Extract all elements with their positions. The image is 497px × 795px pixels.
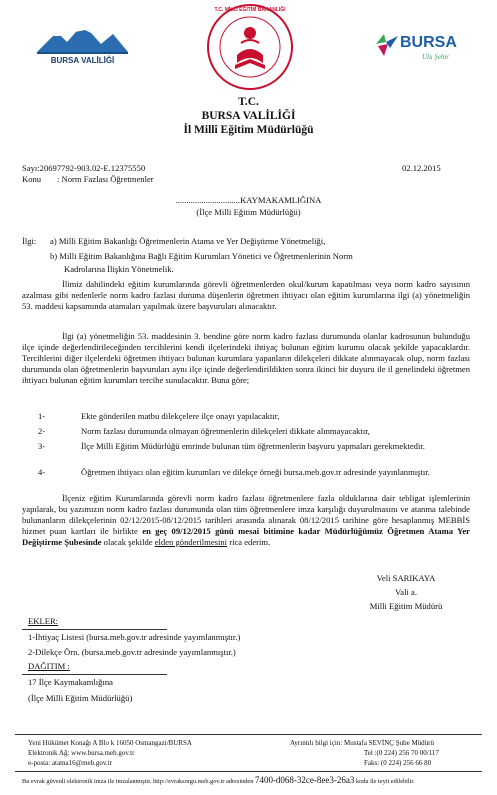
ekler-item: 1-İhtiyaç Listesi (bursa.meb.gov.tr adresinde yayımlanmıştır.) — [28, 632, 241, 642]
paragraph-3-underlined: elden gönderilmesini — [154, 537, 228, 547]
footer-email-label: e-posta: — [28, 759, 51, 767]
bursa-logo-text: BURSA — [400, 34, 457, 51]
dagitim-divider — [22, 674, 167, 675]
bursa-buyuksehir-logo — [372, 20, 472, 70]
header-tc: T.C. — [238, 96, 259, 108]
ekler-divider — [22, 629, 167, 630]
verification-divider — [15, 771, 482, 772]
paragraph-3-mid: olacak şekilde — [103, 537, 153, 547]
bursa-logo-slogan: Ulu Şehir — [422, 53, 450, 61]
dagitim-item: (İlçe Milli Eğitim Müdürlüğü) — [28, 693, 133, 703]
ilgi-a: a) Milli Eğitim Bakanlığı Öğretmenlerin Atama ve Yer Değiştirme Yönetmeliği, — [50, 236, 326, 246]
ekler-label: EKLER: — [28, 616, 59, 626]
list-item-text: Öğretmen ihtiyacı olan eğitim kurumları ve dilekçe örneği bursa.meb.gov.tr adresinde yayınlanmıştır. — [81, 467, 430, 477]
document-date: 02.12.2015 — [402, 163, 441, 173]
list-item-number: 3- — [38, 441, 46, 451]
meb-logo — [205, 3, 295, 91]
paragraph-3-deadline: en geç 09/12/2015 günü mesai bitimine kadar Müdürlüğümüz Öğretmen Atama Yer Değiştirme Şubesinde — [22, 526, 470, 547]
ilgi-b: b) Milli Eğitim Bakanlığına Bağlı Eğitim Kurumları Yönetici ve Öğretmenlerinin Norm — [50, 251, 353, 261]
footer-tel: Tel :(0 224) 256 70 00/117 — [364, 749, 439, 757]
dagitim-label: DAĞITIM : — [28, 661, 70, 671]
paragraph-3-intro: İlçeniz eğitim Kurumlarında görevli norm kadro fazlası öğretmenlere fazla olduklarına dair tebligat işlemlerinin yapılarak, bu yazımızın norm kadro fazlası durumunda olan tüm öğretmenlere imza karşılığı duyurulmasını ve atanma talebinde bulunanların dilekçelerinin 02/12/2015-08/12/2015 tarihleri arasında alınarak 08/12/2015 tarihine göre hesaplanmış MEBBİS hizmet puan kartları ile birlikte — [22, 493, 470, 536]
list-item-text: Norm fazlası durumunda olmayan öğretmenlerin dilekçeleri dikkate alınmayacaktır, — [81, 426, 370, 436]
paragraph-1: İlimiz dahilindeki eğitim kurumlarında görevli öğretmenlerden okul/kurum kapatılması veya norm kadro sayısının azalması gibi nedenlerle norm kadro fazlası duruma düşenlerin öğretmen ihtiyacı olan eğitim kurumlarına ilgi (a) yönetmeliğin 53. maddesi kapsamında atamaları yapılmak üzere başvuruları alınacaktır. — [22, 279, 470, 311]
valilik-logo-text: BURSA VALİLİĞİ — [50, 56, 115, 65]
ilgi-label: İlgi: — [22, 236, 37, 246]
list-item-number: 1- — [38, 411, 46, 421]
footer-web — [28, 749, 134, 758]
verification-code: 7400-d068-32ce-8ee3-26a3 — [254, 775, 355, 785]
paragraph-3-end: rica ederim. — [229, 537, 271, 547]
signatory-name: Veli SARIKAYA — [376, 573, 436, 583]
footer-fax: Faks: (0 224) 256 66 80 — [364, 759, 432, 767]
recipient-sub: (İlçe Milli Eğitim Müdürlüğü) — [196, 207, 301, 217]
list-item-text: İlçe Milli Eğitim Müdürlüğü emrinde bulunan tüm öğretmenlerin başvuru yapmaları gerekmektedir. — [81, 441, 425, 451]
footer-email-link[interactable]: atama16@meb.gov.tr — [51, 759, 112, 767]
meb-logo-text: T.C. MİLLİ EĞİTİM BAKANLIĞI — [214, 7, 286, 13]
footer-web-label: Elektronik Ağ: — [28, 749, 70, 757]
footer-email — [28, 759, 112, 768]
verification-prefix: Bu evrak güvenli elektronik imza ile imzalanmıştır. http://evraksorgu.meb.gov.tr adresinden — [22, 778, 254, 785]
signatory-position: Milli Eğitim Müdürü — [369, 601, 443, 611]
list-item-text: Ekte gönderilen matbu dilekçelere ilçe onayı yapılacaktır, — [81, 411, 280, 421]
konu-label: Konu — [22, 174, 42, 184]
header-valilik: BURSA VALİLİĞİ — [201, 110, 296, 122]
list-item-number: 2- — [38, 426, 46, 436]
ilgi-b-cont: Kadrolarına İlişkin Yönetmelik. — [64, 264, 174, 274]
recipient-line: ..............................KAYMAKAMLIĞINA — [175, 195, 322, 205]
verification-line — [22, 775, 415, 787]
signatory-title: Vali a. — [395, 587, 417, 597]
footer-address: Yeni Hükümet Konağı A Blo k 16050 Osmangazi/BURSA — [28, 739, 192, 747]
konu-value: : Norm Fazlası Öğretmenler — [57, 174, 154, 184]
verification-suffix: kodu ile teyit edilebilir. — [355, 778, 415, 785]
ekler-item: 2-Dilekçe Örn. (bursa.meb.gov.tr adresinde yayımlanmıştır.) — [28, 647, 236, 657]
bursa-valiligi-logo — [35, 20, 130, 70]
footer-contact-info: Ayrıntılı bilgi için: Mustafa SEVİNÇ Şube Müdürü — [290, 739, 435, 747]
header-mudurluk: İl Millî Eğitim Müdürlüğü — [183, 124, 314, 136]
list-item-number: 4- — [38, 467, 46, 477]
sayi: Sayı:20697792-903.02-E.12375550 — [22, 163, 146, 173]
dagitim-item: 17 İlçe Kaymakamlığına — [28, 677, 113, 687]
paragraph-2: İlgi (a) yönetmeliğin 53. maddesinin 3. bendine göre norm kadro fazlası durumunda olanlar kadrosunun bulunduğu ilçe içinde değerlendirileceğinden tercihlerini kendi ilçelerindeki ihtiyaç bulunan eğitim kurumu olacak şekilde yapacaklardır. Tercihlerini diğer ilçelerdeki öğretmen ihtiyacı bulunan kurumlara yapanların dilekçeleri dikkate alınmayacak olup, norm fazlası durumunda olan öğretmenlerin başvuruları aynı ilçe içinde değerlendirildikten sonra ikinci bir duyuru ile il genelindeki öğretmen ihtiyacı bulunan eğitim kurumları tercihe sunulacaktır. Buna göre; — [22, 331, 470, 385]
footer-web-link[interactable]: www.bursa.meb.gov.tr — [71, 749, 135, 757]
footer-divider — [15, 734, 482, 735]
paragraph-3 — [22, 493, 470, 548]
